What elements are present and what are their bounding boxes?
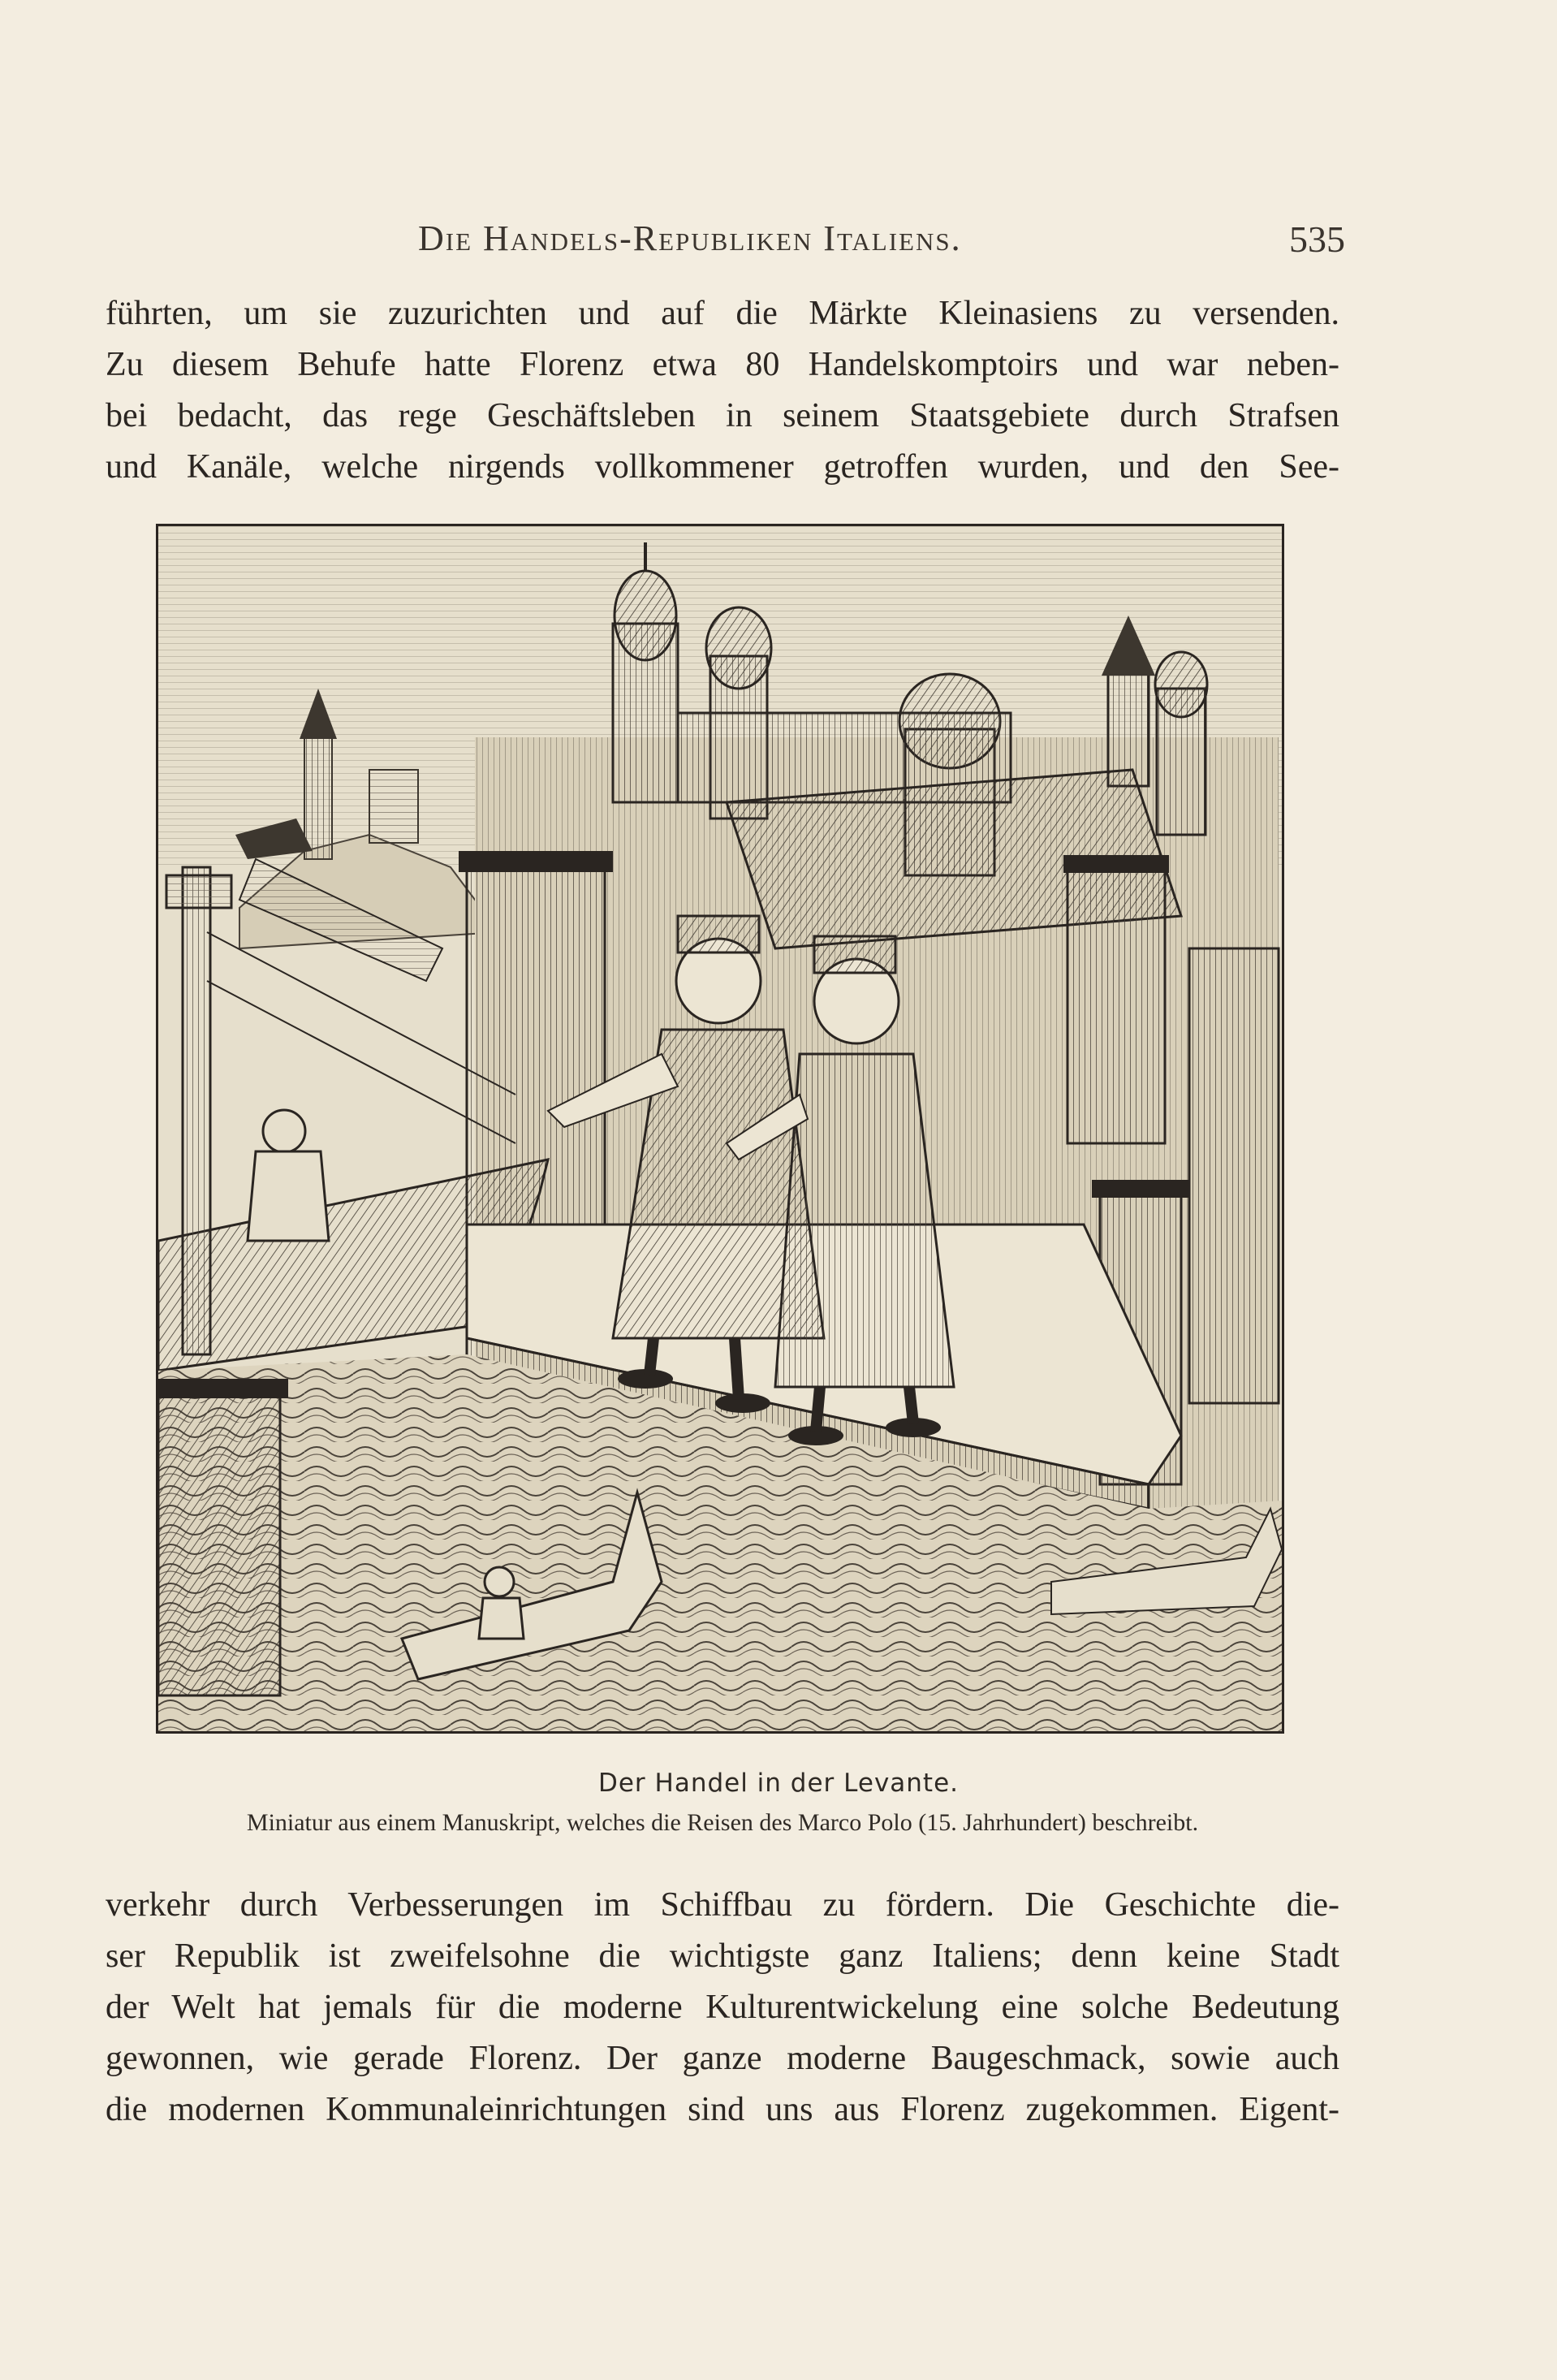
figure-caption-subtitle: Miniatur aus einem Manuskript, welches die Reisen des Marco Polo (15. Jahrhundert) beschreibt. [246, 1809, 1199, 1836]
engraving-illustration [156, 524, 1284, 1734]
text-line: und Kanäle, welche nirgends vollkommener getroffen wurden, und den See- [106, 448, 1339, 486]
text-line: die modernen Kommunaleinrichtungen sind uns aus Florenz zugekommen. Eigent- [106, 2091, 1339, 2128]
running-head: Die Handels-Republiken Italiens. [418, 218, 962, 258]
text-line: führten, um sie zuzurichten und auf die Märkte Kleinasiens zu versenden. [106, 295, 1339, 332]
bottom-paragraph [106, 1880, 1339, 2136]
figure-caption-title: Der Handel in der Levante. [597, 1769, 960, 1798]
page-header [0, 218, 1557, 266]
text-line: ser Republik ist zweifelsohne die wichtigste ganz Italiens; denn keine Stadt [106, 1937, 1339, 1975]
text-line: bei bedacht, das rege Geschäftsleben in seinem Staatsgebiete durch Strafsen [106, 397, 1339, 434]
top-paragraph [106, 288, 1339, 493]
text-line: Zu diesem Behufe hatte Florenz etwa 80 Handelskomptoirs und war neben- [106, 346, 1339, 383]
page-number: 535 [1289, 218, 1345, 260]
text-line: gewonnen, wie gerade Florenz. Der ganze moderne Baugeschmack, sowie auch [106, 2040, 1339, 2077]
engraving-image [158, 526, 1282, 1731]
text-line: verkehr durch Verbesserungen im Schiffbau zu fördern. Die Geschichte die- [106, 1886, 1339, 1924]
text-line: der Welt hat jemals für die moderne Kulturentwickelung eine solche Bedeutung [106, 1989, 1339, 2026]
